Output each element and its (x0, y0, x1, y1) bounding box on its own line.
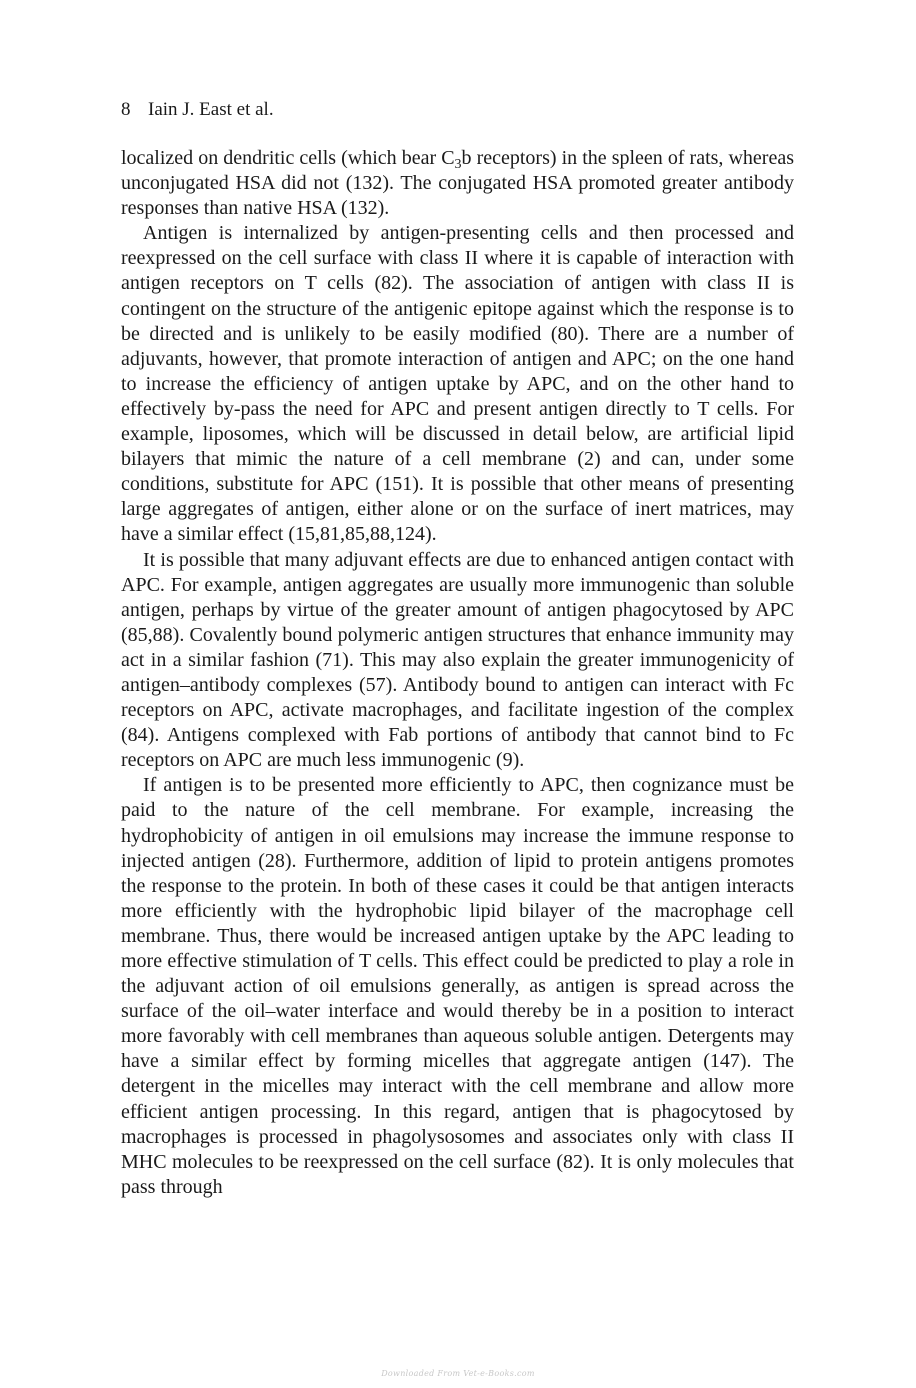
subscript-3: 3 (454, 157, 462, 172)
paragraph-2: Antigen is internalized by antigen-presenting cells and then processed and reexpressed on the cell surface with class II where it is capable of interaction with antigen receptors on T cells (82). The association of antigen with class II is contingent on the structure of the antigenic epitope against which the response is to be directed and is unlikely to be easily modified (80). There are a number of adjuvants, however, that promote interaction of antigen and APC; on the one hand to increase the efficiency of antigen uptake by APC, and on the other hand to effectively by-pass the need for APC and present antigen directly to T cells. For example, liposomes, which will be discussed in detail below, are artificial lipid bilayers that mimic the nature of a cell membrane (2) and can, under some conditions, substitute for APC (151). It is possible that other means of presenting large aggregates of antigen, either alone or on the surface of inert matrices, may have a similar effect (15,81,85,88,124). (121, 222, 794, 546)
paragraph-4: If antigen is to be presented more efficiently to APC, then cognizance must be paid to the nature of the cell membrane. For example, increasing the hydrophobicity of antigen in oil emulsions may increase the immune response to injected antigen (28). Furthermore, addition of lipid to protein antigens promotes the response to the protein. In both of these cases it could be that antigen interacts more efficiently with the hydrophobic lipid bilayer of the macrophage cell membrane. Thus, there would be increased antigen uptake by the APC leading to more effective stimulation of T cells. This effect could be predicted to play a role in the adjuvant action of oil emulsions generally, as antigen is spread across the surface of the oil–water interface and would thereby be in a position to interact more favorably with cell membranes than aqueous soluble antigen. Detergents may have a similar effect by forming micelles that aggregate antigen (147). The detergent in the micelles may interact with the cell membrane and allow more efficient antigen processing. In this regard, antigen that is phagocytosed by macrophages is processed in phagolysosomes and associates only with class II MHC molecules to be reexpressed on the cell surface (82). It is only molecules that pass through (121, 774, 794, 1198)
running-head (121, 98, 274, 122)
paragraph-1-text-end: b receptors) in the spleen of rats, whereas unconjugated HSA did not (132). The conjugated HSA promoted greater antibody responses than native HSA (132). (121, 147, 794, 220)
body-text (121, 146, 794, 1200)
running-head-authors: Iain J. East et al. (148, 99, 274, 120)
download-watermark: Downloaded From Vet-e-Books.com (381, 1369, 535, 1378)
page-number: 8 (121, 99, 131, 120)
paragraph-1-text-start: localized on dendritic cells (which bear C (121, 147, 455, 169)
paragraph-1 (121, 146, 794, 221)
paragraph-3: It is possible that many adjuvant effects are due to enhanced antigen contact with APC. For example, antigen aggregates are usually more immunogenic than soluble antigen, perhaps by virtue of the greater amount of antigen phagocytosed by APC (85,88). Covalently bound polymeric antigen structures that enhance immunity may act in a similar fashion (71). This may also explain the greater immunogenicity of antigen–antibody complexes (57). Antibody bound to antigen can interact with Fc receptors on APC, activate macrophages, and facilitate ingestion of the complex (84). Antigens complexed with Fab portions of antibody that cannot bind to Fc receptors on APC are much less immunogenic (9). (121, 548, 794, 772)
